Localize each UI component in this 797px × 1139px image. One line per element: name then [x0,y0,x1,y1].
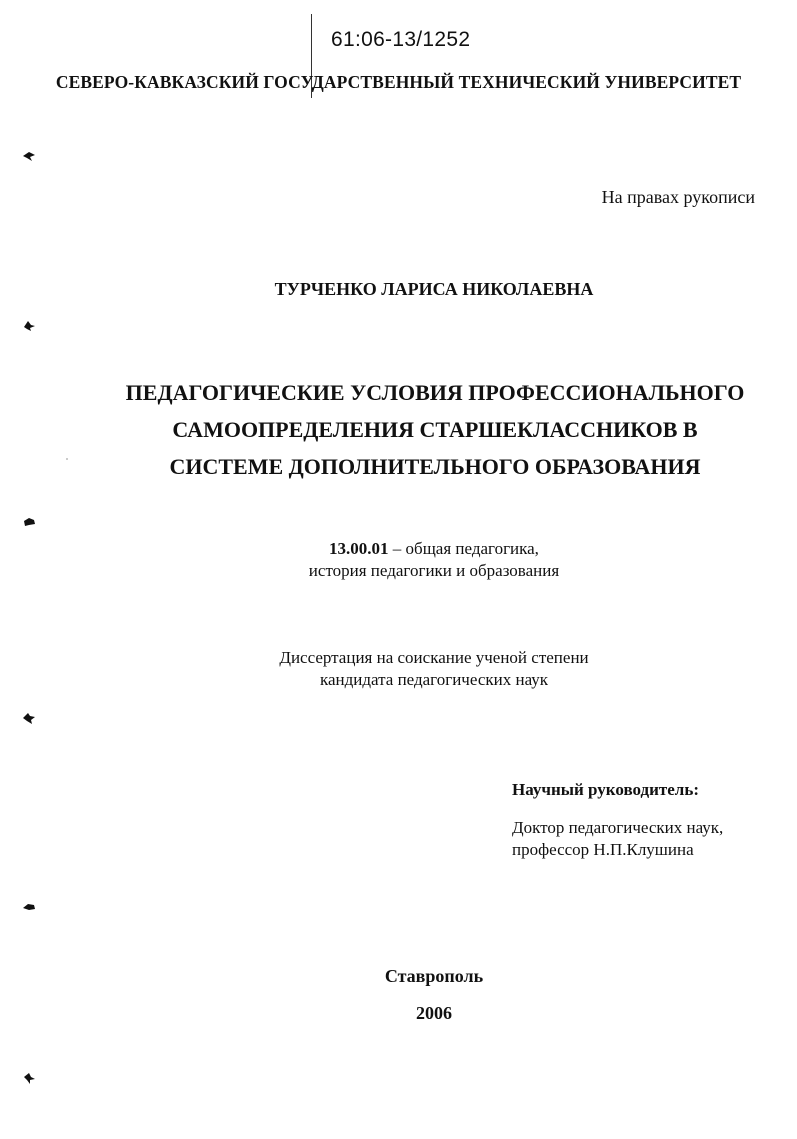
supervisor-heading: Научный руководитель: [512,780,699,799]
year: 2006 [416,1003,452,1023]
binding-hole-mark-icon [22,150,36,162]
archive-stamp: 61:06-13/1252 [331,28,471,51]
supervisor-name: профессор Н.П.Клушина [512,840,694,859]
title-line-3: СИСТЕМЕ ДОПОЛНИТЕЛЬНОГО ОБРАЗОВАНИЯ [169,454,701,479]
binding-hole-mark-icon [22,1072,36,1084]
specialty-block [0,538,797,582]
specialty-name-part-2: история педагогики и образования [308,561,560,580]
degree-line-1: Диссертация на соискание ученой степени [279,648,589,667]
specialty-code: 13.00.01 [329,539,389,558]
supervisor-details [512,817,723,861]
university-name: СЕВЕРО-КАВКАЗСКИЙ ГОСУДАРСТВЕННЫЙ ТЕХНИЧЕСКИЙ УНИВЕРСИТЕТ [55,72,742,92]
binding-hole-mark-icon [22,320,36,332]
rights-note: На правах рукописи [601,187,755,207]
dissertation-title [0,374,797,485]
scan-speck [66,458,68,460]
specialty-line-1 [0,538,797,560]
degree-line-2: кандидата педагогических наук [319,670,549,689]
binding-hole-mark-icon [22,712,36,724]
degree-statement [0,647,797,691]
specialty-name-part-1: – общая педагогика, [388,539,539,558]
supervisor-degree: Доктор педагогических наук, [512,818,724,837]
title-line-2: САМООПРЕДЕЛЕНИЯ СТАРШЕКЛАССНИКОВ В [172,417,698,442]
binding-hole-mark-icon [22,516,36,528]
author-name: ТУРЧЕНКО ЛАРИСА НИКОЛАЕВНА [274,279,594,299]
title-line-1: ПЕДАГОГИЧЕСКИЕ УСЛОВИЯ ПРОФЕССИОНАЛЬНОГО [125,380,745,405]
supervisor-block [512,780,723,861]
city: Ставрополь [384,966,484,986]
binding-hole-mark-icon [22,901,36,913]
